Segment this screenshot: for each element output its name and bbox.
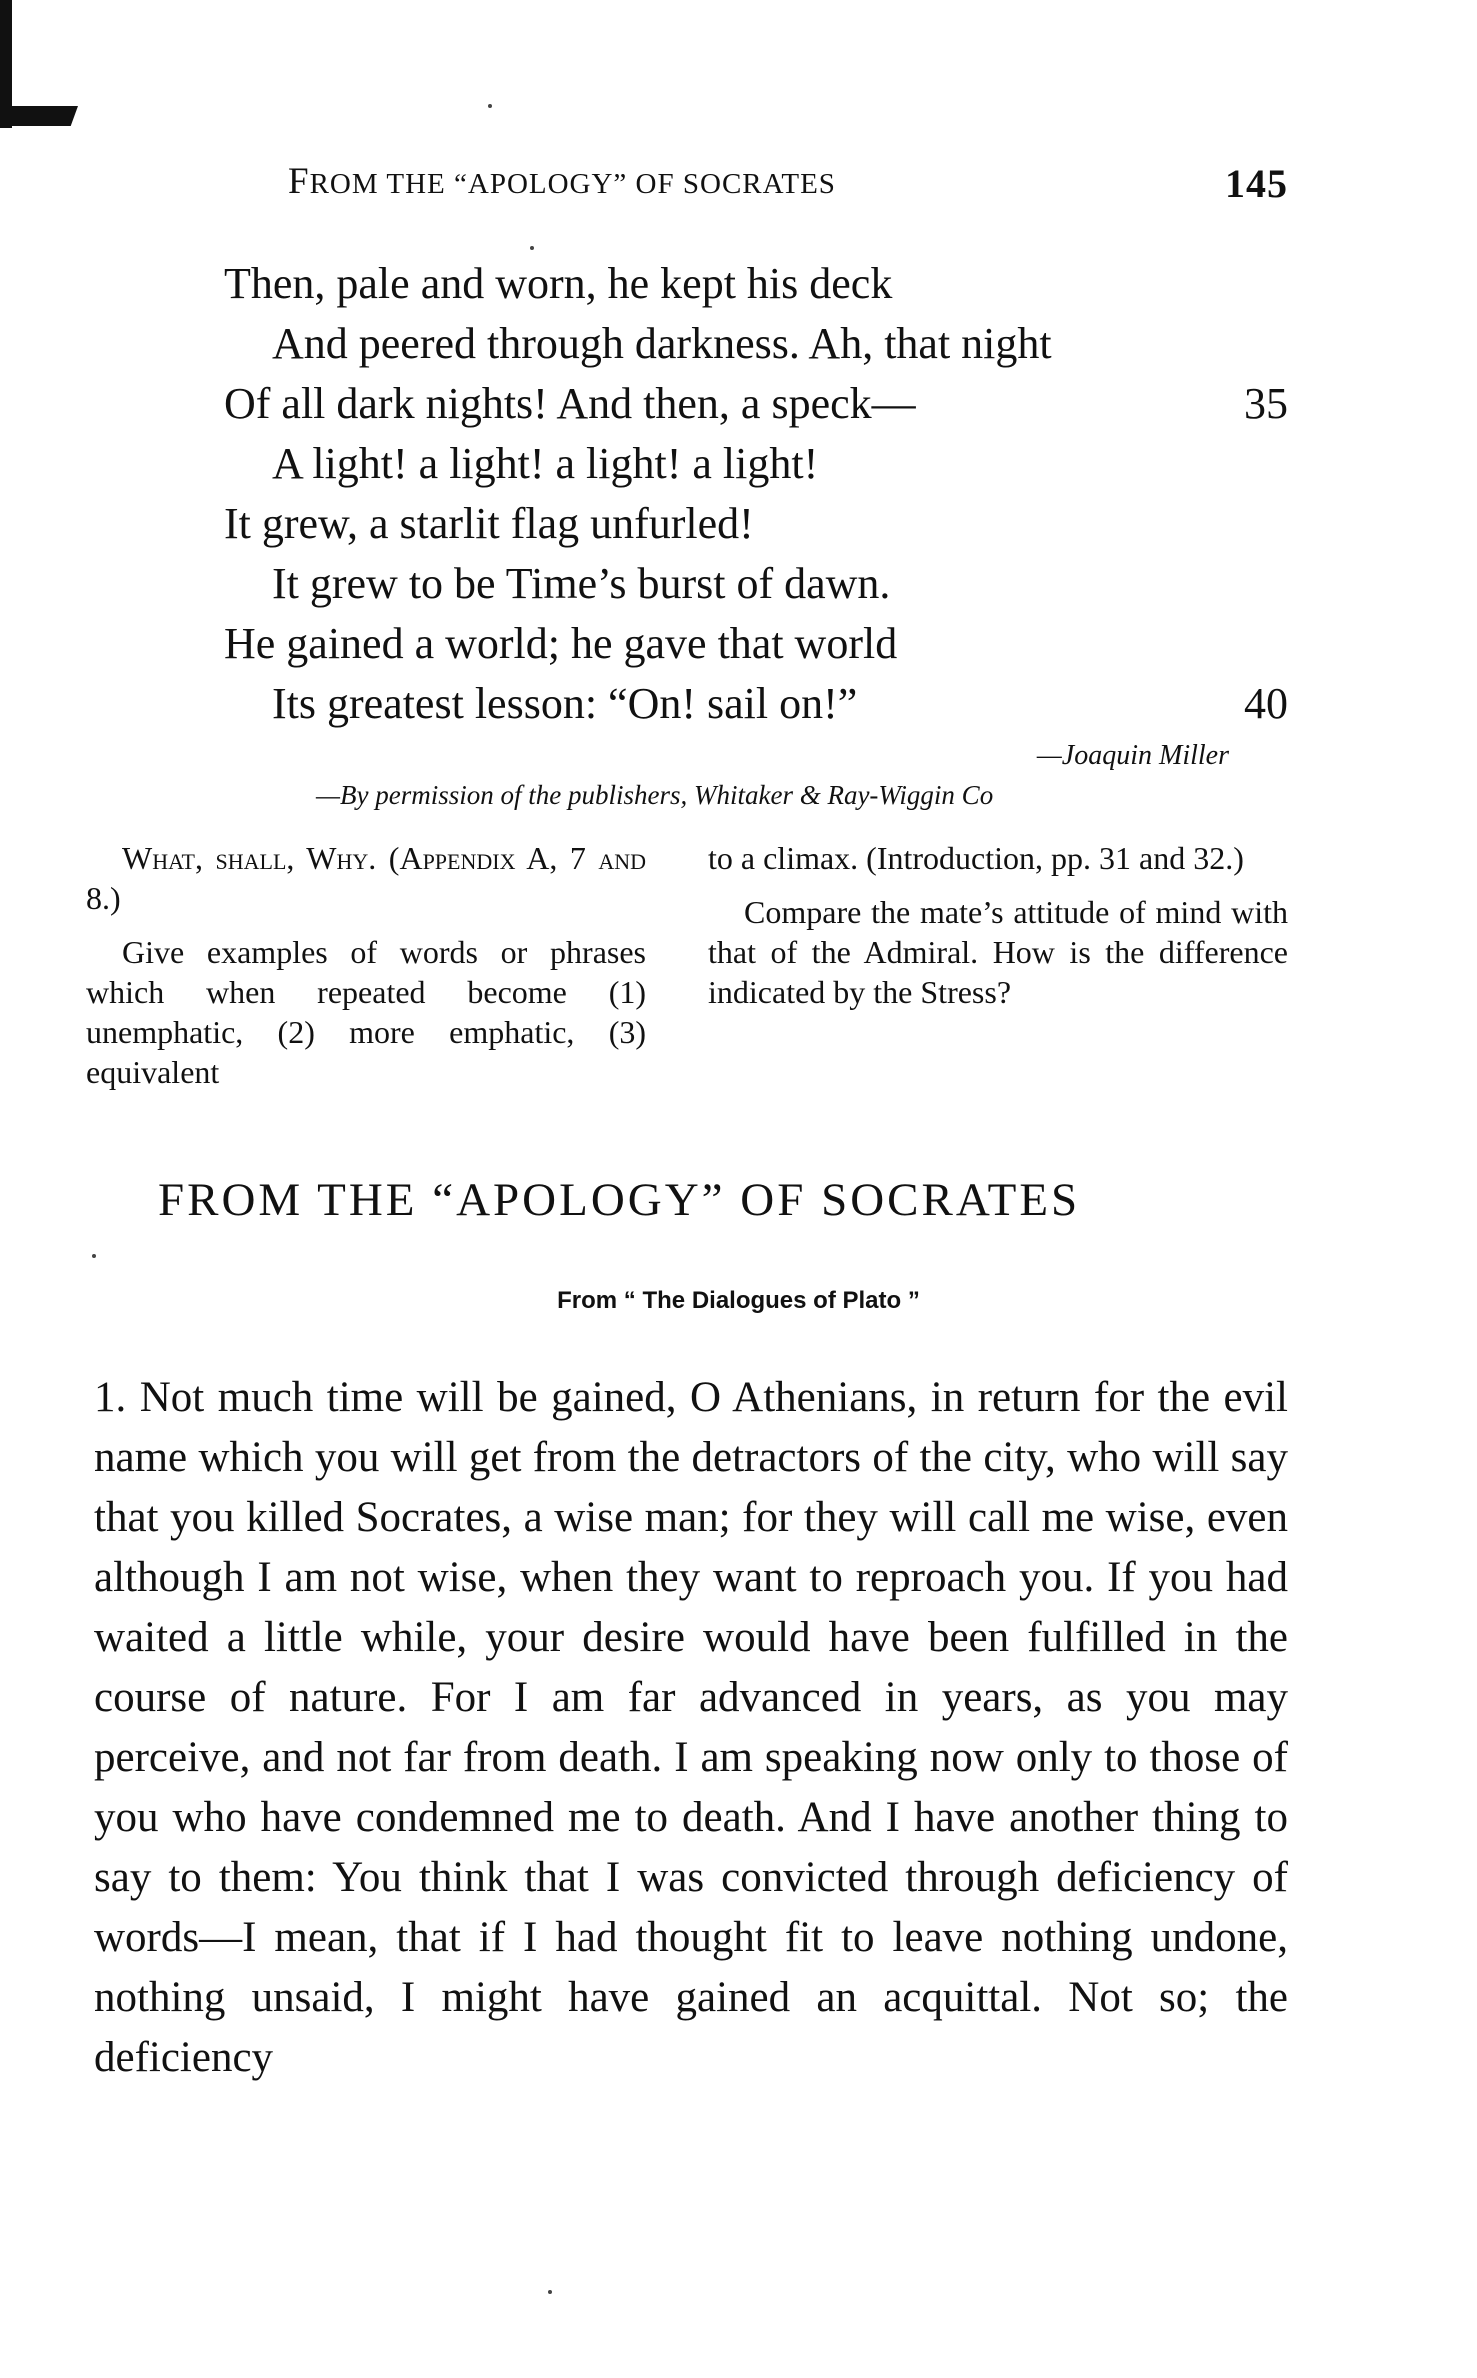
poem-line	[224, 618, 1288, 678]
note-paragraph: to a climax. (Introduction, pp. 31 and 32.)	[708, 840, 1244, 876]
note-text: What, shall, Why. (Appendix A, 7 and 8.)	[86, 840, 646, 916]
speck	[488, 104, 492, 108]
poem-line-text: Of all dark nights! And then, a speck—	[224, 379, 916, 428]
note-paragraph	[86, 838, 646, 918]
poem-author: —Joaquin Miller	[1036, 740, 1229, 771]
poem-line	[224, 558, 1288, 618]
poem-line-text: And peered through darkness. Ah, that night	[272, 319, 1052, 368]
notes-left-column	[86, 838, 646, 1106]
poem-line	[224, 318, 1288, 378]
poem-line-text: A light! a light! a light! a light!	[272, 439, 819, 488]
speck	[530, 246, 534, 250]
line-number: 35	[1244, 379, 1288, 428]
section-subtitle: From “ The Dialogues of Plato ”	[557, 1287, 920, 1314]
speck	[92, 1254, 96, 1258]
poem-line-text: Then, pale and worn, he kept his deck	[224, 259, 893, 308]
running-title-part: ROM THE “A	[309, 168, 490, 200]
poem-line-text: He gained a world; he gave that world	[224, 619, 898, 668]
poem-line	[224, 678, 1288, 738]
poem-line-text: Its greatest lesson: “On! sail on!”	[272, 679, 858, 728]
running-title-initial: F	[288, 161, 310, 202]
body-paragraph	[94, 1368, 1288, 2088]
section-title: FROM THE “APOLOGY” OF SOCRATES	[158, 1174, 1081, 1226]
paragraph-number: 1.	[94, 1374, 127, 1421]
note-paragraph: Give examples of words or phrases which when repeated become (1) unemphatic, (2) more emphatic, (3) equivalent	[86, 934, 646, 1090]
running-title	[288, 160, 836, 203]
note-paragraph: Compare the mate’s attitude of mind with that of the Admiral. How is the difference indicated by the Stress?	[708, 894, 1288, 1010]
poem-line-text: It grew, a starlit flag unfurled!	[224, 499, 754, 548]
running-title-part: OCRATES	[700, 168, 836, 200]
poem-line	[224, 378, 1288, 438]
notes-right-column	[708, 838, 1288, 1026]
running-head	[288, 160, 1288, 210]
paragraph-text: Not much time will be gained, O Athenians, in return for the evil name which you will get from the detractors of the city, who will say that you killed Socrates, a wise man; for they will call me wise, even although I am not wise, when they want to reproach you. If you had waited a little while, your desire would have been fulfilled in the course of nature. For I am far advanced in years, as you may perceive, and not far from death. I am speaking now only to those of you who have condemned me to death. And I have another thing to say to them: You think that I was convicted through deficiency of words—I mean, that if I had thought fit to leave nothing undone, nothing unsaid, I might have gained an acquittal. Not so; the deficiency	[94, 1374, 1289, 2081]
permission-note: —By permission of the publishers, Whitaker & Ray-Wiggin Co	[316, 780, 994, 810]
poem-line	[224, 438, 1288, 498]
scan-mark-foot	[0, 106, 78, 126]
poem	[224, 258, 1288, 738]
poem-line	[224, 498, 1288, 558]
running-title-part: POLOGY” OF S	[489, 168, 700, 200]
speck	[548, 2290, 552, 2294]
poem-line-text: It grew to be Time’s burst of dawn.	[272, 559, 891, 608]
page-number: 145	[1225, 161, 1288, 206]
line-number: 40	[1244, 679, 1288, 728]
poem-line	[224, 258, 1288, 318]
